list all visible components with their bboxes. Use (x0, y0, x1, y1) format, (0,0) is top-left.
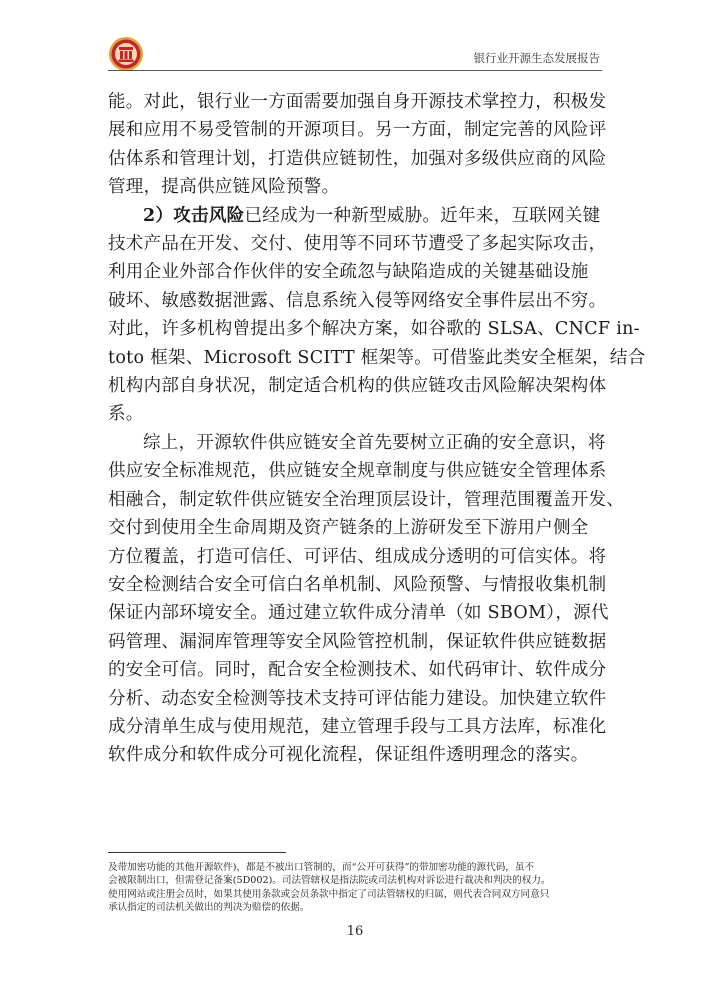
text-line: 利用企业外部合作伙伴的安全疏忽与缺陷造成的关键基础设施 (108, 262, 589, 283)
text-line: 估体系和管理计划，打造供应链韧性，加强对多级供应商的风险 (108, 148, 607, 169)
text-line: 分析、动态安全检测等技术支持可评估能力建设。加快建立软件 (108, 688, 607, 709)
footnote (108, 861, 604, 915)
text-line: 软件成分和软件成分可视化流程，保证组件透明理念的落实。 (108, 745, 589, 766)
paragraph-summary (108, 429, 625, 770)
footnote-line: 会被限制出口，但需登记备案(5D002)。司法管辖权是指法院或司法机构对诉讼进行裁决和判决的权力。 (108, 875, 551, 887)
paragraph-attack-risk (108, 202, 646, 429)
text-line: 相融合，制定软件供应链安全治理顶层设计，管理范围覆盖开发、 (108, 489, 625, 510)
report-logo-icon (108, 36, 144, 72)
text-line (108, 202, 604, 230)
page-number: 16 (346, 924, 364, 939)
footnote-line: 承认指定的司法机关做出的判决为赔偿的依据。 (108, 902, 310, 914)
text-line: 管理，提高供应链风险预警。 (108, 177, 340, 198)
footnote-line: 使用网站或注册会员时，如果其使用条款或会员条款中指定了司法管辖权的归属，则代表合同双方同意只 (108, 888, 550, 900)
text-line: 成分清单生成与使用规范，建立管理手段与工具方法库，标准化 (108, 716, 607, 737)
text-line: toto 框架、Microsoft SCITT 框架等。可借鉴此类安全框架，结合 (108, 347, 646, 368)
text-line: 破坏、敏感数据泄露、信息系统入侵等网络安全事件层出不穷。 (108, 290, 607, 311)
text-line: 系。 (108, 404, 144, 425)
text-line: 技术产品在开发、交付、使用等不同环节遭受了多起实际攻击， (108, 234, 607, 255)
footnote-line: 及带加密功能的其他开源软件)，都是不被出口管制的，而“公开可获得”的带加密功能的源代码，虽不 (108, 862, 535, 873)
main-body (108, 88, 646, 770)
text-line: 方位覆盖，打造可信任、可评估、组成成分透明的可信实体。将 (108, 546, 607, 567)
text-line: 码管理、漏洞库管理等安全风险管控机制，保证软件供应链数据 (108, 631, 607, 652)
paragraph-supply-risk-continued (108, 88, 607, 202)
text-span: 已经成为一种新型威胁。近年来，互联网关键 (244, 205, 601, 226)
text-line: 能。对此，银行业一方面需要加强自身开源技术掌控力，积极发 (108, 92, 607, 112)
text-line: 保证内部环境安全。通过建立软件成分清单（如 SBOM），源代 (108, 603, 609, 624)
text-line: 对此，许多机构曾提出多个解决方案，如谷歌的 SLSA、CNCF in- (108, 319, 640, 340)
text-line: 机构内部自身状况，制定适合机构的供应链攻击风险解决架构体 (108, 376, 607, 397)
text-line: 交付到使用全生命周期及资产链条的上游研发至下游用户侧全 (108, 518, 589, 539)
text-line: 展和应用不易受管制的开源项目。另一方面，制定完善的风险评 (108, 120, 607, 141)
attack-risk-heading: 2）攻击风险 (143, 205, 245, 226)
footnote-divider (108, 852, 286, 853)
text-line: 的安全可信。同时，配合安全检测技术、如代码审计、软件成分 (108, 660, 607, 681)
text-line: 安全检测结合安全可信白名单机制、风险预警、与情报收集机制 (108, 574, 607, 595)
running-header-title: 银行业开源生态发展报告 (473, 51, 600, 65)
header-divider (108, 70, 602, 71)
text-line: 供应安全标准规范，供应链安全规章制度与供应链安全管理体系 (108, 461, 607, 482)
text-line: 综上，开源软件供应链安全首先要树立正确的安全意识，将 (143, 432, 606, 453)
